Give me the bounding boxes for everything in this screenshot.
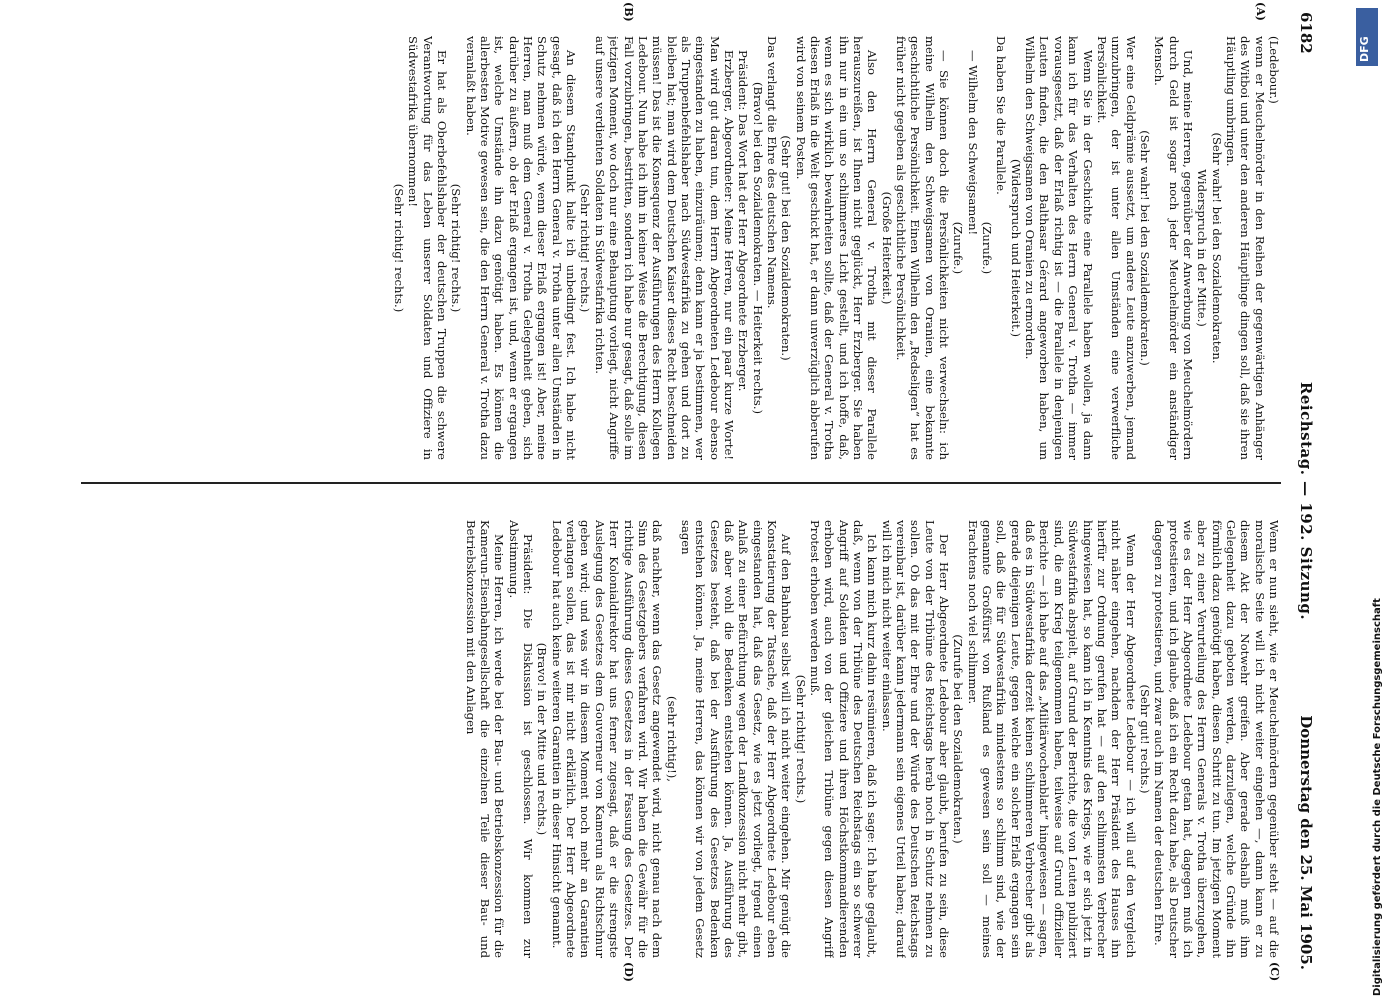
paragraph: Wenn er nun sieht, wie er Meuchelmördern gegenüber steht — auf die moralische Seite will ich nicht weiter eingehen —, dann kann er zu diesem Akt der Notwehr greifen. Aber gerade deshalb muß ihm Gelegenheit dazu geboten werden, darzulegen, welche Gründe ihn förmlich dazu genötigt haben, diesen Schritt zu tun. Im jetzigen Moment aber zu einer Verurteilung des Herrn Generals v. Trotha überzugehen, wie es der Herr Abgeordnete Ledebour getan hat, dagegen muß ich protestieren, und ich glaube, daß ich ein Recht dazu habe, als Deutscher dagegen zu protestieren, und zwar auch im Namen der deutschen Ehre. <box>1152 520 1281 958</box>
margin-label-b: (B) <box>622 2 635 22</box>
paragraph: (Ledebour.) <box>1267 36 1281 104</box>
paragraph: Das verlangt die Ehre des deutschen Namens. <box>764 36 779 309</box>
dfg-logo-text: DFG <box>1358 36 1371 62</box>
paragraph: Meine Herren, ich werde bei der Bau- und Betriebskonzession für die Kamerun-Eisenbahngesellschaft die einzelnen Teile dieser Bau- und Betriebskonzession mit den Anlagen <box>463 520 507 958</box>
session-date: Donnerstag den 25. Mai 1905. <box>1297 715 1315 970</box>
margin-label-a: (A) <box>1254 2 1267 21</box>
paragraph: Wenn Sie in der Geschichte eine Parallele haben wollen, ja dann kann ich für das Verhalten des Herrn General v. Trotha — immer vorausgesetzt, daß der Erlaß richtig ist — die Parallele in denjenigen Leuten finden, die den Balthasar Gérard angeworben haben, um Wilhelm den Schweigsamen von Oranien zu ermorden. <box>1023 36 1095 460</box>
rotated-page <box>35 0 1325 1000</box>
paragraph: Da haben Sie die Parallele. <box>994 36 1009 195</box>
stage-direction: (Sehr gut! rechts.) <box>1137 684 1152 794</box>
stage-direction: (Zurufe bei den Sozialdemokraten.) <box>951 634 966 844</box>
stage-direction: (sehr richtig!), <box>664 696 679 782</box>
column-divider <box>81 482 1281 484</box>
stage-direction: (Zurufe.) <box>980 221 995 275</box>
stage-direction: (Bravo! in der Mitte und rechts.) <box>535 642 550 836</box>
paragraph: Er hat als Oberbefehlshaber der deutschen Truppen die schwere Verantwortung für das Leben unserer Soldaten und Offiziere in Südwestafrika übernommen! <box>406 36 450 460</box>
stage-direction: (Bravo! bei den Sozialdemokraten. — Heiterkeit rechts.) <box>750 81 765 415</box>
paragraph: Auf den Bahnbau selbst will ich nicht weiter eingehen. Mir genügt die Konstatierung der Tatsache, daß der Herr Abgeordnete Ledebour eben eingestanden hat, daß das Gesetz, wie es jetzt vorliegt, irgend einen Anlaß zu einer Befürchtung wegen der Landkonzession nicht mehr gibt, daß aber wohl die Bedenken entstehen können. Ja, Ausführung des Gesetzes besteht, daß bei der Ausführung des Gesetzes Bedenken entstehen können. Ja, meine Herren, das können wir von jedem Gesetz sagen <box>678 520 794 958</box>
stage-direction: (Sehr richtig! rechts.) <box>449 183 464 313</box>
page-number: 6182 <box>1297 12 1315 54</box>
stage-direction: Widerspruch in der Mitte.) <box>1195 169 1210 327</box>
stage-direction: (Sehr gut! bei den Sozialdemokraten.) <box>779 135 794 361</box>
stage-direction: (Große Heiterkeit.) <box>879 191 894 305</box>
stage-direction: (Sehr richtig! rechts.) <box>392 183 407 313</box>
digitization-credit: Digitalisierung gefördert durch die Deutsche Forschungsgemeinschaft <box>1372 598 1383 996</box>
paragraph: An diesem Standpunkt halte ich unbedingt fest. Ich habe nicht gesagt, daß ich den Herrn General v. Trotha unter allen Umständen in Schutz nehmen würde, wenn dieser Erlaß ergangen ist! Aber, meine Herren, man muß dem General v. Trotha Gelegenheit geben, sich darüber zu äußern, ob der Erlaß ergangen ist, und, wenn er ergangen ist, welche Umstände ihn dazu genötigt haben. Es können die allerbesten Motive gewesen sein, die den Herrn General v. Trotha dazu veranlaßt haben. <box>463 36 579 460</box>
paragraph: Erzberger, Abgeordneter: Meine Herren, nur ein paar kurze Worte! Man wird gut daran tun, dem Herrn Abgeordneten Ledebour ebenso eingestanden zu haben, einzuräumen; denn kann er ja bestimmen, wer als Truppenbefehlshaber nach Südwestafrika zu gehen und dort zu bleiben hat; man wird dem Deutschen Kaiser dieses Recht beschneiden müssen! Das ist die Konsequenz der Ausführungen des Herrn Kollegen Ledebour. Nun habe ich ihm in keiner Weise die Berechtigung, diesen Fall vorzubringen, bestritten, sondern ich habe nur gesagt, daß solle im jetzigen Moment, wo doch nur eine Behauptung vorliegt, nicht Angriffe auf unsere verdienten Soldaten in Südwestafrika richten. <box>592 36 736 460</box>
paragraph: wenn er Meuchelmörder in den Reihen der gegenwärtigen Anhänger des Witboi und unter den anderen Häuptlinge dingen soll, daß sie ihren Häuptling umbringen. <box>1223 36 1267 460</box>
paragraph: Also den Herrn General v. Trotha mit dieser Parallele herauszureißen, ist Ihnen nicht geglückt, Herr Erzberger. Sie haben ihn nur in ein um so schlimmeres Licht gestellt, und ich hoffe, daß, wenn es sich wirklich bewahrheiten sollte, daß der General v. Trotha diesen Erlaß in die Welt geschickt hat, er dann unverzüglich abberufen wird von seinem Posten. <box>793 36 880 460</box>
left-column <box>43 36 1281 460</box>
stage-direction: (Sehr wahr! bei den Sozialdemokraten.) <box>1137 130 1152 366</box>
paragraph: Der Herr Abgeordnete Ledebour aber glaubt, berufen zu sein, diese Leute von der Tribüne des Reichstags herab noch in Schutz nehmen zu sollen. Ob das mit der Ehre und der Würde des Deutschen Reichstags vereinbar ist, darüber kann jedermann sein eigenes Urteil haben; darauf will ich mich nicht weiter einlassen. <box>879 520 952 958</box>
paragraph: — Sie können doch die Persönlichkeiten nicht verwechseln: ich meine Wilhelm den Schweigsamen von Oranien, eine bekannte geschichtliche Persönlichkeit. Einen Wilhelm den „Redseligen“ hat es früher nicht gegeben als geschichtliche Persönlichkeit. <box>894 36 952 460</box>
stage-direction: (Widerspruch und Heiterkeit.) <box>1008 158 1023 338</box>
paragraph: Ich kann mich kurz dahin resümieren, daß ich sage: Ich habe geglaubt, daß, wenn von der Tribüne des Deutschen Reichstags ein so schwerer Angriff auf Soldaten und Offiziere und ihren Höchstkommandierenden erhoben wird, auch von der gleichen Tribüne gegen diesen Angriff Protest erhoben werden muß. <box>808 520 880 958</box>
dfg-logo <box>1356 8 1378 66</box>
paragraph: — Wilhelm den Schweigsamen! <box>965 50 980 236</box>
paragraph: Wenn der Herr Abgeordnete Ledebour — ich will auf den Vergleich nicht näher eingehen, nachdem der Herr Präsident des Hauses ihn hierfür zur Ordnung gerufen hat — auf den schlimmsten Verbrecher hingewiesen hat, so kann ich in Kenntnis des Kriegs, wie er sich jetzt in Südwestafrika abspielt, auf Grund der Berichte, die von Leuten publiziert sind, die am Krieg teilgenommen haben, teilweise auf Grund offizieller Berichte — ich habe auf das „Militärwochenblatt“ hingewiesen — sagen, daß es in Südwestafrika derzeit keinen schlimmeren Verbrecher gibt als gerade diejenigen Leute, gegen welche ein solcher Erlaß ergangen sein soll, daß die für Südwestafrika mindestens so schlimm sind, wie der genannte Großfürst von Rußland es gewesen sein soll — meines Erachtens noch viel schlimmer. <box>965 520 1138 958</box>
paragraph: Präsident: Das Wort hat der Herr Abgeordnete Erzberger. <box>736 50 751 392</box>
paragraph: Wer eine Geldprämie aussetzt, um andere Leute anzuwerben, jemand umzubringen, der ist unter allen Umständen eine verwerfliche Persönlichkeit. <box>1094 36 1138 460</box>
stage-direction: (Sehr wahr! bei den Sozialdemokraten. <box>1209 132 1224 364</box>
paragraph: Präsident: Die Diskussion ist geschlossen. Wir kommen zur Abstimmung. <box>506 520 536 958</box>
margin-label-c: (C) <box>1268 962 1281 982</box>
running-header <box>1291 12 1315 990</box>
right-column <box>43 520 1281 958</box>
stage-direction: (Sehr richtig! rechts.) <box>578 183 593 313</box>
paragraph: daß nachher, wenn das Gesetz angewendet wird, nicht genau nach dem Sinn des Gesetzgebers verfahren wird. Wir haben die Gewähr für die richtige Ausführung dieses Gesetzes in der Fassung des Gesetzes. Der Herr Kolonialdirektor hat uns ferner zugesagt, daß er die strengste Auslegung des Gesetzes dem Gouverneur von Kamerun als Richtschnur geben wird; und was wir in diesem Moment noch mehr an Garantien verlangen sollen, das ist mir nicht erklärlich. Der Herr Abgeordnete Ledebour hat auch keine weiteren Garantien in dieser Hinsicht genannt. <box>549 520 665 958</box>
stage-direction: (Zurufe.) <box>951 221 966 275</box>
stage-direction: (Sehr richtig! rechts.) <box>793 674 808 804</box>
paragraph: Und, meine Herren, gegenüber der Anwerbung von Meuchelmördern durch Geld ist sogar noch jeder Meuchelmörder ein anständiger Mensch. <box>1152 36 1195 460</box>
margin-label-d: (D) <box>622 962 635 982</box>
session-title: Reichstag. — 192. Sitzung. <box>1297 381 1315 621</box>
